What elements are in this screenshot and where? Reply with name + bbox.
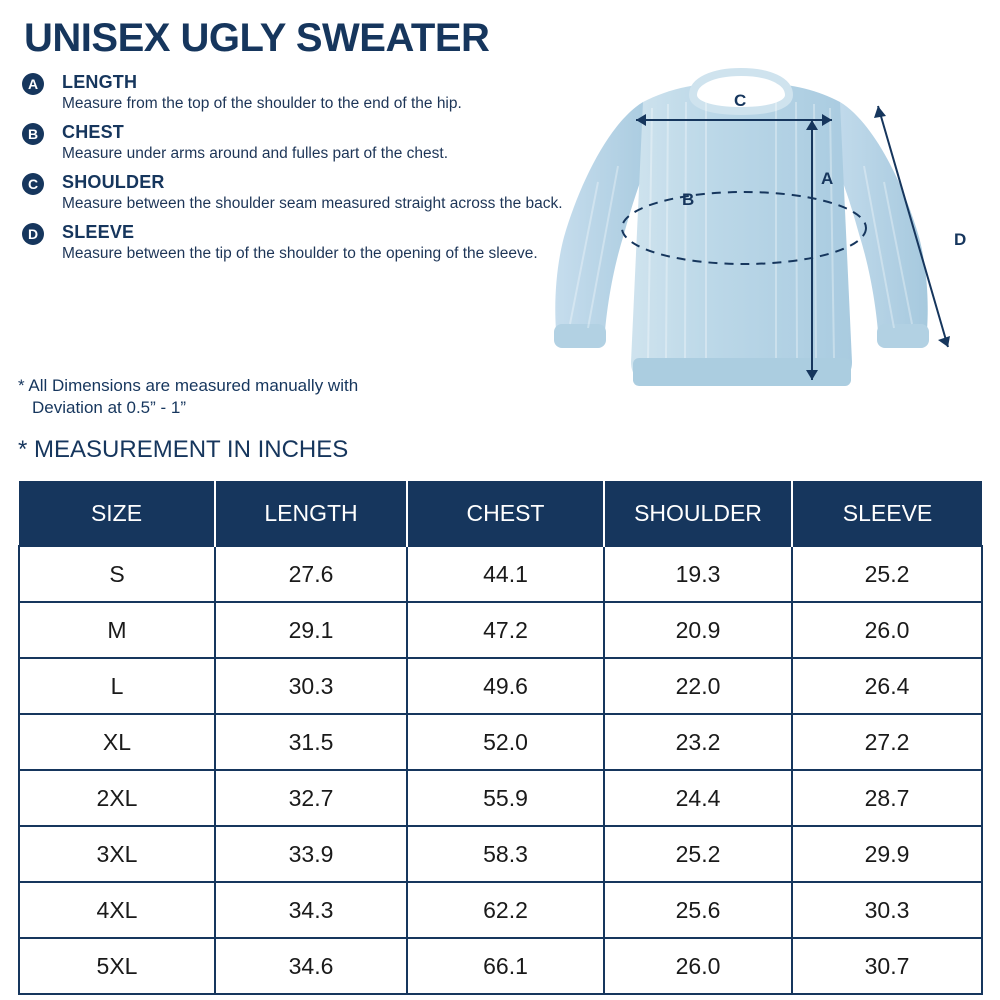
left-cuff xyxy=(554,324,606,348)
table-header-shoulder: SHOULDER xyxy=(604,481,792,546)
table-row xyxy=(19,602,982,658)
table-header-row xyxy=(19,481,982,546)
cell-length: 27.6 xyxy=(215,546,407,602)
table-row xyxy=(19,938,982,994)
legend-desc-length: Measure from the top of the shoulder to the end of the hip. xyxy=(62,94,462,112)
cell-chest: 49.6 xyxy=(407,658,604,714)
cell-size: L xyxy=(19,658,215,714)
legend-item-length xyxy=(22,72,582,113)
table-header-chest: CHEST xyxy=(407,481,604,546)
cell-shoulder: 24.4 xyxy=(604,770,792,826)
cell-length: 31.5 xyxy=(215,714,407,770)
badge-c: C xyxy=(22,173,44,195)
cell-sleeve: 28.7 xyxy=(792,770,982,826)
size-table xyxy=(18,481,983,995)
table-row xyxy=(19,546,982,602)
table-row xyxy=(19,714,982,770)
deviation-note-line2: Deviation at 0.5” - 1” xyxy=(32,398,187,418)
legend-label-sleeve: SLEEVE xyxy=(62,222,135,243)
sweater-body xyxy=(631,82,852,384)
cell-length: 30.3 xyxy=(215,658,407,714)
cell-sleeve: 30.3 xyxy=(792,882,982,938)
cell-chest: 44.1 xyxy=(407,546,604,602)
cell-size: S xyxy=(19,546,215,602)
label-a: A xyxy=(821,169,834,188)
cell-chest: 52.0 xyxy=(407,714,604,770)
cell-length: 32.7 xyxy=(215,770,407,826)
deviation-note-line1: * All Dimensions are measured manually with xyxy=(18,376,359,395)
cell-length: 34.6 xyxy=(215,938,407,994)
legend-label-length: LENGTH xyxy=(62,72,138,92)
cell-chest: 55.9 xyxy=(407,770,604,826)
right-cuff xyxy=(877,324,929,348)
cell-shoulder: 19.3 xyxy=(604,546,792,602)
legend-desc-sleeve: Measure between the tip of the shoulder to the opening of the sleeve. xyxy=(62,244,538,262)
legend-desc-shoulder: Measure between the shoulder seam measured straight across the back. xyxy=(62,194,563,212)
measurement-legend xyxy=(22,72,582,272)
cell-shoulder: 23.2 xyxy=(604,714,792,770)
cell-shoulder: 22.0 xyxy=(604,658,792,714)
badge-d: D xyxy=(22,223,44,245)
cell-sleeve: 26.0 xyxy=(792,602,982,658)
cell-sleeve: 25.2 xyxy=(792,546,982,602)
cell-sleeve: 27.2 xyxy=(792,714,982,770)
deviation-note xyxy=(18,375,538,419)
table-header-size: SIZE xyxy=(19,481,215,546)
sweater-hem xyxy=(633,358,851,386)
cell-length: 29.1 xyxy=(215,602,407,658)
cell-size: 3XL xyxy=(19,826,215,882)
cell-size: 5XL xyxy=(19,938,215,994)
legend-desc-chest: Measure under arms around and fulles part of the chest. xyxy=(62,144,448,162)
badge-a: A xyxy=(22,73,44,95)
cell-shoulder: 25.6 xyxy=(604,882,792,938)
label-c: C xyxy=(734,91,747,110)
legend-label-shoulder: SHOULDER xyxy=(62,172,165,193)
cell-sleeve: 29.9 xyxy=(792,826,982,882)
table-row xyxy=(19,658,982,714)
cell-length: 33.9 xyxy=(215,826,407,882)
page-title: UNISEX UGLY SWEATER xyxy=(24,16,490,60)
size-table-container xyxy=(18,481,981,995)
cell-size: 4XL xyxy=(19,882,215,938)
legend-label-chest: CHEST xyxy=(62,122,125,143)
table-row xyxy=(19,826,982,882)
table-header-length: LENGTH xyxy=(215,481,407,546)
cell-chest: 62.2 xyxy=(407,882,604,938)
table-row xyxy=(19,770,982,826)
legend-item-shoulder xyxy=(22,172,582,213)
label-d: D xyxy=(954,230,967,249)
cell-shoulder: 25.2 xyxy=(604,826,792,882)
table-header-sleeve: SLEEVE xyxy=(792,481,982,546)
legend-item-chest xyxy=(22,122,582,163)
sweater-illustration xyxy=(540,62,988,434)
cell-sleeve: 30.7 xyxy=(792,938,982,994)
label-b: B xyxy=(682,190,695,209)
cell-chest: 47.2 xyxy=(407,602,604,658)
cell-sleeve: 26.4 xyxy=(792,658,982,714)
cell-size: 2XL xyxy=(19,770,215,826)
cell-shoulder: 20.9 xyxy=(604,602,792,658)
legend-item-sleeve xyxy=(22,222,582,263)
cell-chest: 58.3 xyxy=(407,826,604,882)
cell-shoulder: 26.0 xyxy=(604,938,792,994)
table-row xyxy=(19,882,982,938)
cell-chest: 66.1 xyxy=(407,938,604,994)
cell-size: XL xyxy=(19,714,215,770)
cell-length: 34.3 xyxy=(215,882,407,938)
cell-size: M xyxy=(19,602,215,658)
badge-b: B xyxy=(22,123,44,145)
measurement-unit-heading: * MEASUREMENT IN INCHES xyxy=(18,436,349,463)
